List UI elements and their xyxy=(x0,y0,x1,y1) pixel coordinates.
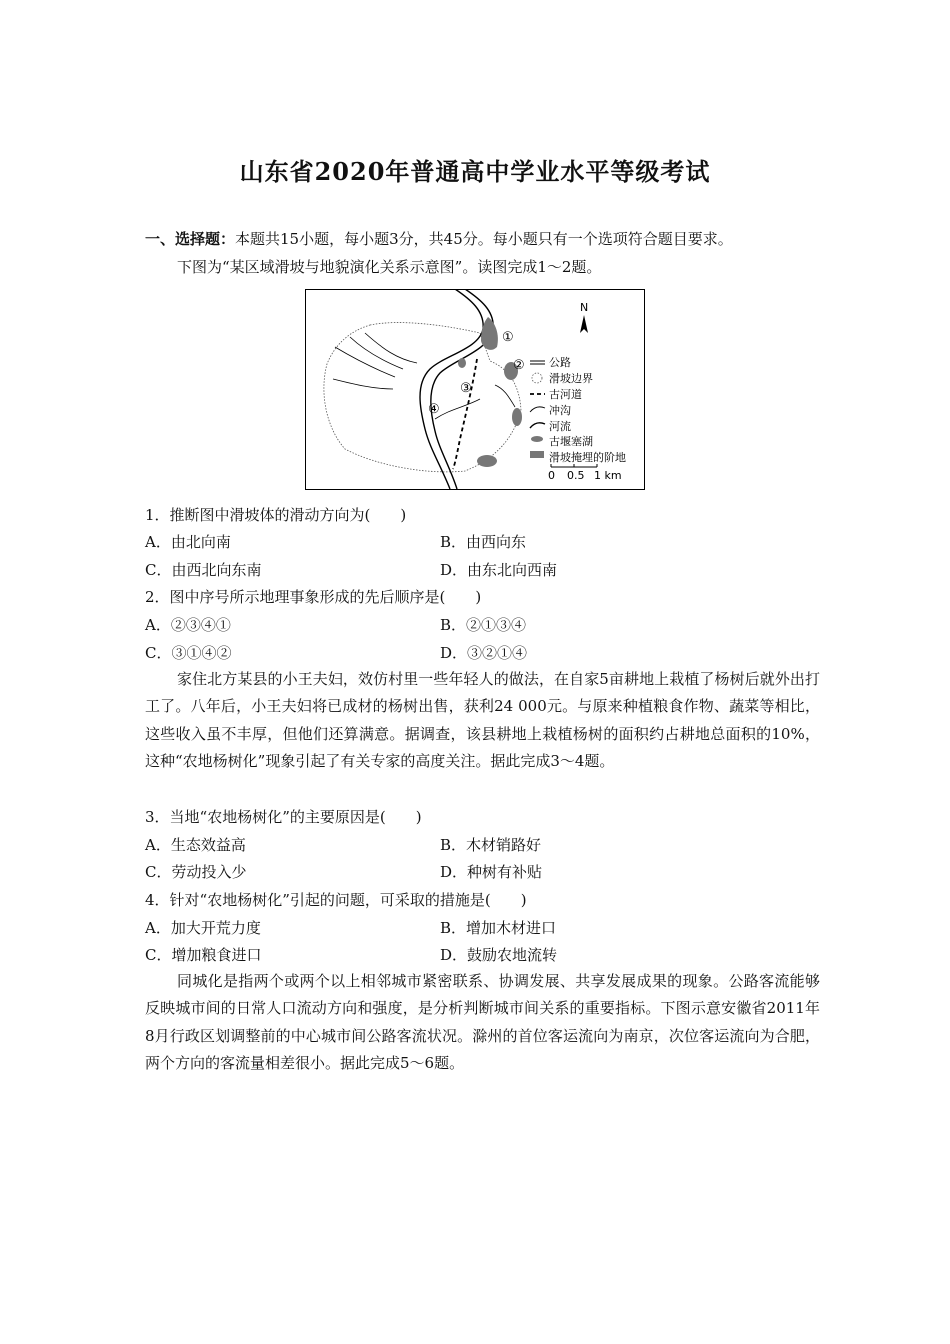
marker-4: ④ xyxy=(428,402,440,417)
q4-option-b: B．增加木材进口 xyxy=(440,919,557,937)
section-instruction: 本题共15小题，每小题3分，共45分。每小题只有一个选项符合题目要求。 xyxy=(235,230,733,248)
q3-option-a: A．生态效益高 xyxy=(145,836,246,854)
q3-option-b: B．木材销路好 xyxy=(440,836,542,854)
legend-old-channel: 古河道 xyxy=(549,388,582,401)
landslide-map xyxy=(305,289,645,490)
terrace-buried-4 xyxy=(477,455,497,467)
q1-option-a: A．由北向南 xyxy=(145,533,231,551)
section-heading: 一、选择题： xyxy=(145,230,236,248)
legend-terrace: 滑坡掩埋的阶地 xyxy=(549,451,626,464)
q2-option-d: D．③②①④ xyxy=(440,644,528,662)
north-label: N xyxy=(580,301,589,314)
q3-option-d: D．种树有补贴 xyxy=(440,863,543,881)
scale-label-km: 1 km xyxy=(594,469,622,482)
q1-option-c: C．由西北向东南 xyxy=(145,561,262,579)
landslide-map-figure xyxy=(305,289,645,490)
marker-3: ③ xyxy=(460,381,472,396)
legend-lake: 古堰塞湖 xyxy=(549,435,593,448)
section-heading-line xyxy=(145,229,733,249)
dammed-lake xyxy=(458,358,466,368)
legend-river: 河流 xyxy=(549,420,571,433)
q1-option-d: D．由东北向西南 xyxy=(440,561,558,579)
question-1-stem: 1．推断图中滑坡体的滑动方向为( ) xyxy=(145,506,407,524)
q4-option-d: D．鼓励农地流转 xyxy=(440,946,558,964)
legend-boundary: 滑坡边界 xyxy=(549,372,593,385)
legend-terrace-symbol xyxy=(530,451,544,458)
scale-label-half: 0.5 xyxy=(567,469,585,482)
marker-1: ① xyxy=(502,330,514,345)
q1-option-b: B．由西向东 xyxy=(440,533,527,551)
question-2-stem: 2．图中序号所示地理事象形成的先后顺序是( ) xyxy=(145,588,482,606)
q4-option-a: A．加大开荒力度 xyxy=(145,919,261,937)
page-title: 山东省2020年普通高中学业水平等级考试 xyxy=(239,157,711,186)
legend-gully: 冲沟 xyxy=(549,404,571,417)
passage-city-integration: 同城化是指两个或两个以上相邻城市紧密联系、协调发展、共享发展成果的现象。公路客流能够反映城市间的日常人口流动方向和强度，是分析判断城市间关系的重要指标。下图示意安徽省2011年8月行政区划调整前的中心城市间公路客流状况。滁州的首位客运流向为南京，次位客运流向为合肥，两个方向的客流量相差很小。据此完成5～6题。 xyxy=(145,972,820,1072)
q4-option-c: C．增加粮食进口 xyxy=(145,946,262,964)
question-4-stem: 4．针对“农地杨树化”引起的问题，可采取的措施是( ) xyxy=(145,891,527,909)
q2-option-c: C．③①④② xyxy=(145,644,232,662)
q2-option-b: B．②①③④ xyxy=(440,616,527,634)
scale-label-0: 0 xyxy=(548,469,555,482)
q2-option-a: A．②③④① xyxy=(145,616,231,634)
legend-road: 公路 xyxy=(549,356,571,369)
intro-map-text: 下图为“某区域滑坡与地貌演化关系示意图”。读图完成1～2题。 xyxy=(177,258,602,276)
question-3-stem: 3．当地“农地杨树化”的主要原因是( ) xyxy=(145,808,422,826)
marker-2: ② xyxy=(513,358,525,373)
legend-lake-symbol xyxy=(531,436,543,442)
terrace-buried-3 xyxy=(512,408,522,426)
q3-option-c: C．劳动投入少 xyxy=(145,863,247,881)
passage-poplar: 家住北方某县的小王夫妇，效仿村里一些年轻人的做法，在自家5亩耕地上栽植了杨树后就外出打工了。八年后，小王夫妇将已成材的杨树出售，获利24 000元。与原来种植粮食作物、蔬菜等相比，这些收入虽不丰厚，但他们还算满意。据调查，该县耕地上栽植杨树的面积约占耕地总面积的10%，这种“农地杨树化”现象引起了有关专家的高度关注。据此完成3～4题。 xyxy=(145,670,820,770)
